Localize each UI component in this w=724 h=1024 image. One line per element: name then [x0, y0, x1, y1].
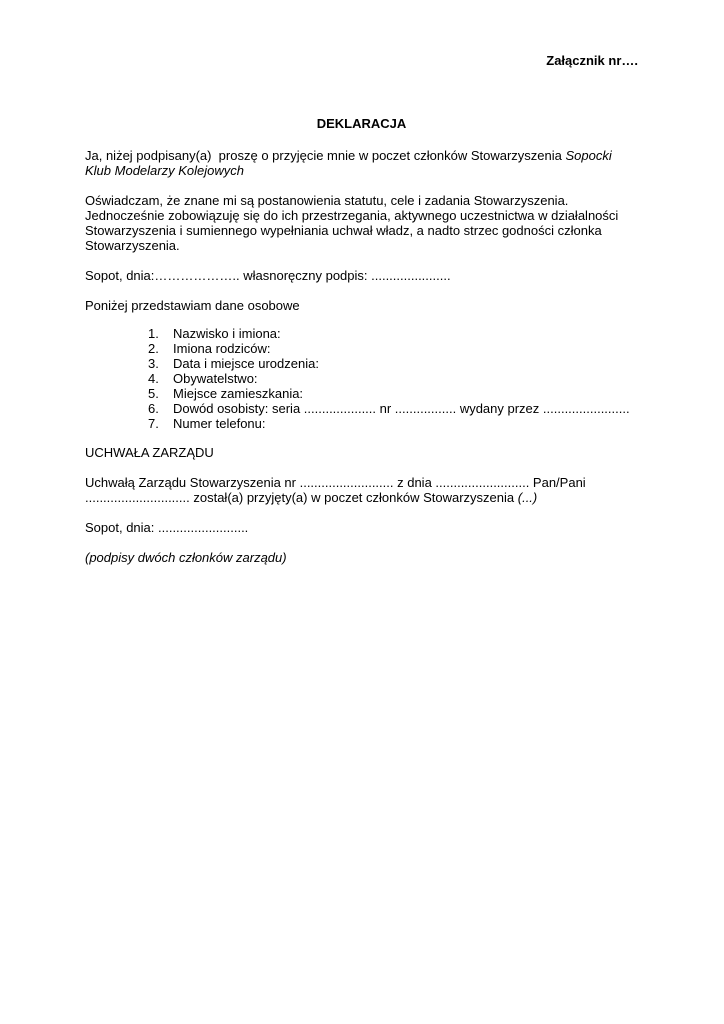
personal-data-intro: Poniżej przedstawiam dane osobowe	[85, 298, 300, 313]
list-item-label: Miejsce zamieszkania:	[173, 386, 304, 401]
intro-paragraph	[85, 148, 638, 178]
list-item	[85, 341, 638, 356]
document-title: DEKLARACJA	[316, 116, 407, 131]
list-item	[85, 401, 638, 416]
list-item	[85, 371, 638, 386]
list-item	[85, 326, 638, 341]
resolution-date-line: Sopot, dnia: .........................	[85, 520, 249, 535]
list-item	[85, 386, 638, 401]
list-item	[85, 356, 638, 371]
date-signature-line: Sopot, dnia:……………….. własnoręczny podpis: ......................	[85, 268, 451, 283]
list-item-number: 7.	[148, 416, 159, 431]
club-name: Sopocki Klub Modelarzy Kolejowych	[85, 148, 616, 178]
list-item-number: 6.	[148, 401, 159, 416]
personal-data-list	[85, 326, 638, 431]
resolution-ellipsis-note: (...)	[517, 490, 538, 505]
list-item-label: Imiona rodziców:	[173, 341, 271, 356]
resolution-text: Uchwałą Zarządu Stowarzyszenia nr .......................... z dnia .......................... Pan/Pani ............................. został(a) przyjęty(a) w poczet członków Stowarzyszenia	[85, 475, 590, 505]
list-item-number: 1.	[148, 326, 159, 341]
signatures-note: (podpisy dwóch członków zarządu)	[85, 550, 287, 565]
statement-paragraph: Oświadczam, że znane mi są postanowienia statutu, cele i zadania Stowarzyszenia. Jednocześnie zobowiązuję się do ich przestrzegania, aktywnego uczestnictwa w działalności Stowarzyszenia i sumiennego wypełniania uchwał władz, a nadto strzec godności członka Stowarzyszenia.	[85, 193, 622, 253]
list-item	[85, 416, 638, 431]
intro-text: Ja, niżej podpisany(a) proszę o przyjęcie mnie w poczet członków Stowarzyszenia	[85, 148, 566, 163]
list-item-number: 2.	[148, 341, 159, 356]
list-item-number: 4.	[148, 371, 159, 386]
resolution-heading: UCHWAŁA ZARZĄDU	[85, 445, 214, 460]
list-item-label: Obywatelstwo:	[173, 371, 258, 386]
resolution-paragraph	[85, 475, 638, 505]
list-item-number: 3.	[148, 356, 159, 371]
list-item-label: Data i miejsce urodzenia:	[173, 356, 319, 371]
attachment-number-label: Załącznik nr….	[546, 53, 638, 68]
list-item-label: Numer telefonu:	[173, 416, 266, 431]
list-item-number: 5.	[148, 386, 159, 401]
list-item-label: Nazwisko i imiona:	[173, 326, 281, 341]
list-item-label: Dowód osobisty: seria .................... nr ................. wydany przez ........................	[173, 401, 630, 416]
